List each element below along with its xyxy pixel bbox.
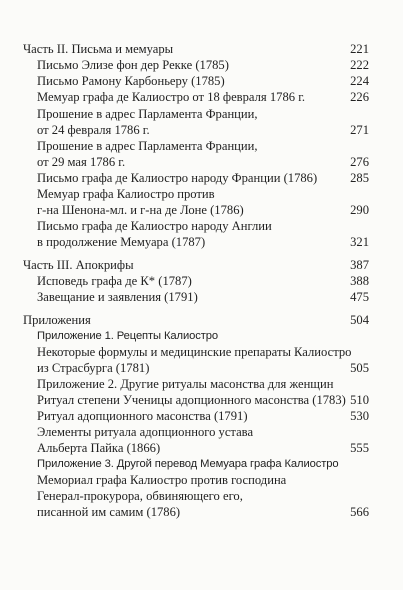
toc-page-number: 530 (350, 409, 369, 423)
toc-entry-title: писанной им самим (1786) (37, 505, 181, 519)
toc-entry (0, 233, 403, 251)
toc-entry-title: Приложение 2. Другие ритуалы масонства для женщин (37, 377, 334, 391)
toc-page-number: 566 (350, 505, 369, 519)
toc-entry-title: Некоторые формулы и медицинские препараты Калиостро (37, 345, 352, 359)
toc-entry (0, 288, 403, 306)
toc-page-number: 388 (350, 274, 369, 288)
toc-entry-title: Прошение в адрес Парламента Франции, (37, 139, 258, 153)
toc-entry-title: Приложение 1. Рецепты Калиостро (37, 330, 218, 342)
toc-page-number: 321 (350, 235, 369, 249)
toc-entry-title: Приложение 3. Другой перевод Мемуара графа Калиостро (37, 458, 339, 470)
toc-page-number: 504 (350, 313, 369, 327)
toc-entry-title: из Страсбурга (1781) (37, 361, 150, 375)
toc-entry-title: Часть II. Письма и мемуары (23, 42, 174, 56)
toc-entry-title: Генерал-прокурора, обвиняющего его, (37, 489, 243, 503)
toc-page-number: 271 (350, 123, 369, 137)
toc-entry (0, 88, 403, 106)
toc-entry-title: Прошение в адрес Парламента Франции, (37, 107, 258, 121)
toc-page-number: 510 (350, 393, 369, 407)
toc-page-number: 505 (350, 361, 369, 375)
toc-entry-title: Исповедь графа де К* (1787) (37, 274, 192, 288)
toc-entry-title: Письмо графа де Калиостро народу Франции (1786) (37, 171, 318, 185)
toc-entry-title: от 29 мая 1786 г. (37, 155, 126, 169)
toc-entry-title: Мемуар графа Калиостро против (37, 187, 215, 201)
toc-entry-title: Ритуал степени Ученицы адопционного масонства (1783) (37, 393, 346, 407)
toc-page-number: 226 (350, 90, 369, 104)
toc-entry-title: Альберта Пайка (1866) (37, 441, 161, 455)
toc-page-number: 290 (350, 203, 369, 217)
toc-entry-title: Письмо Рамону Карбоньеру (1785) (37, 74, 225, 88)
toc-entry-title: Мемуар графа де Калиостро от 18 февраля 1786 г. (37, 90, 306, 104)
toc-page-number: 387 (350, 258, 369, 272)
toc-page-number: 276 (350, 155, 369, 169)
toc-page-number: 224 (350, 74, 369, 88)
toc-entry-title: Приложения (23, 313, 91, 327)
toc-entry-title: от 24 февраля 1786 г. (37, 123, 150, 137)
toc-entry (0, 503, 403, 521)
toc-page-number: 285 (350, 171, 369, 185)
toc-entry-title: Письмо графа де Калиостро народу Англии (37, 219, 272, 233)
toc-page-number: 475 (350, 290, 369, 304)
toc-entry-title: Мемориал графа Калиостро против господина (37, 473, 287, 487)
toc-entry-title: Письмо Элизе фон дер Рекке (1785) (37, 58, 229, 72)
toc-entry-title: Завещание и заявления (1791) (37, 290, 198, 304)
toc-page-number: 222 (350, 58, 369, 72)
toc-entry-title: в продолжение Мемуара (1787) (37, 235, 206, 249)
toc-entry-title: Элементы ритуала адопционного устава (37, 425, 254, 439)
toc-page-number: 221 (350, 42, 369, 56)
toc-entry-title: Часть III. Апокрифы (23, 258, 134, 272)
toc-entry-title: г-на Шенона-мл. и г-на де Лоне (1786) (37, 203, 244, 217)
toc-page-number: 555 (350, 441, 369, 455)
toc-entry-title: Ритуал адопционного масонства (1791) (37, 409, 248, 423)
